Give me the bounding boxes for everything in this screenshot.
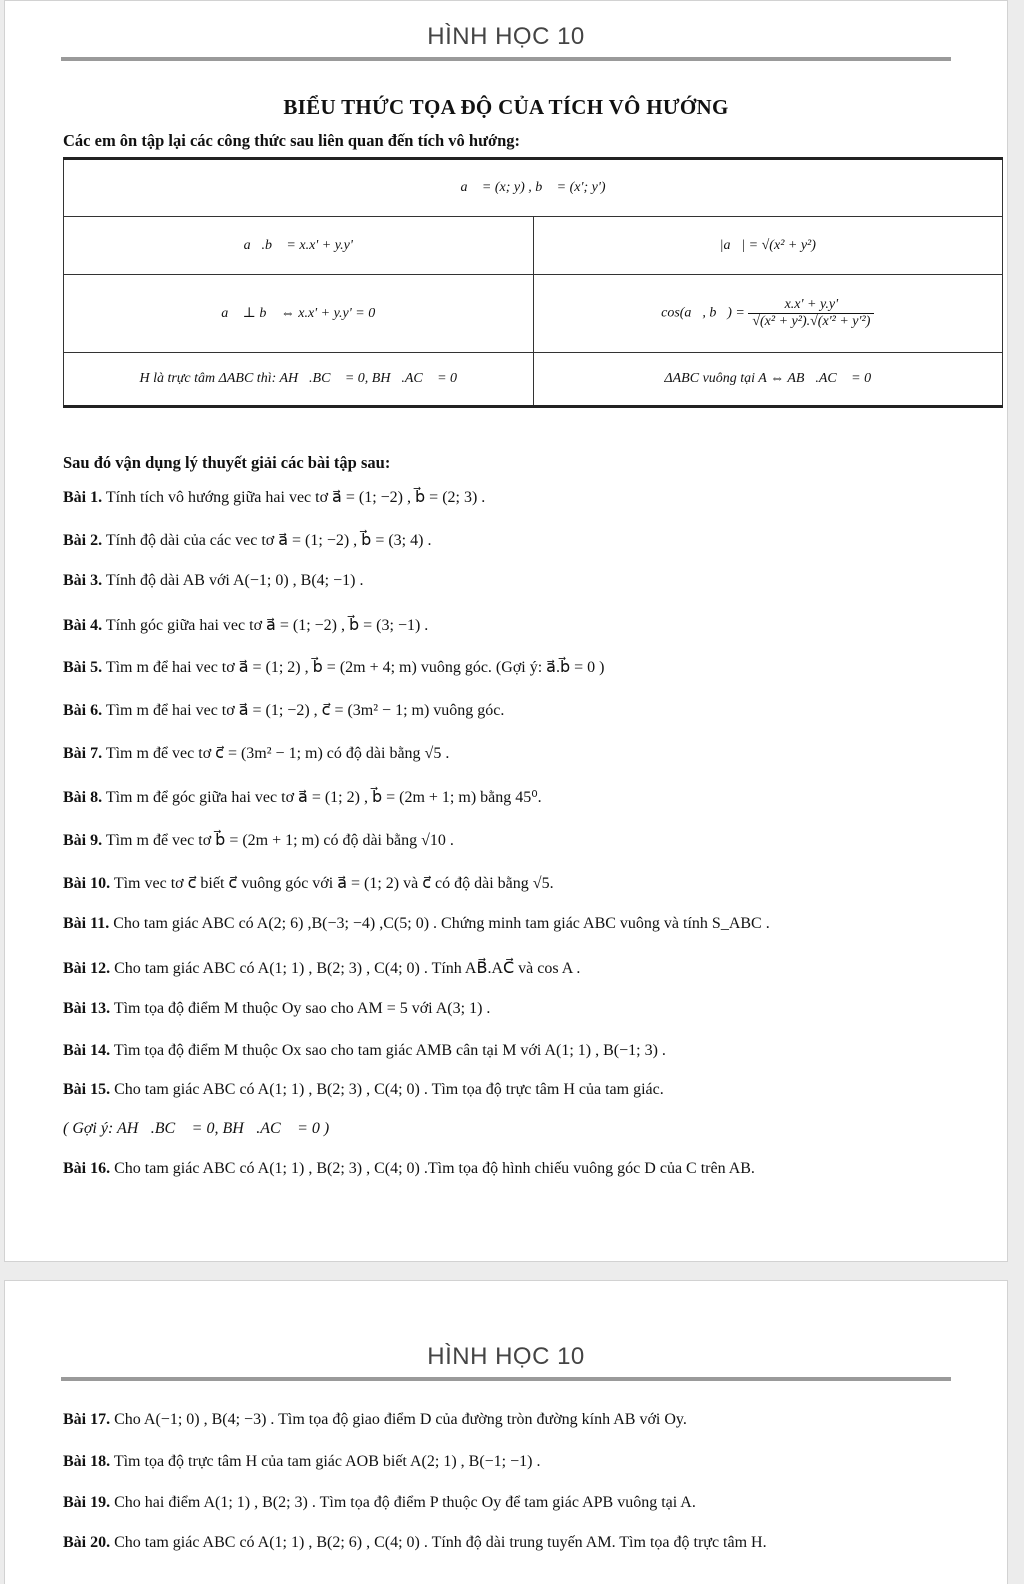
exercise-item [63,1494,696,1512]
cosine-prefix: cos(a⃗, b⃗) = [661,305,745,321]
exercise-item [63,1453,540,1471]
exercise-label: Bài 16. [63,1160,111,1177]
exercise-item [63,700,504,720]
formula-magnitude: |a⃗| = √(x² + y²) [533,217,1003,275]
exercise-text: Cho tam giác ABC có A(1; 1) , B(2; 3) , C(4; 0) .Tìm tọa độ hình chiếu vuông góc D của C trên AB. [110,1160,755,1177]
cosine-denominator: √(x² + y²).√(x'² + y'²) [752,314,871,329]
exercise-text: Cho A(−1; 0) , B(4; −3) . Tìm tọa độ giao điểm D của đường tròn đường kính AB với Oy. [110,1411,687,1428]
header-rule [61,57,951,61]
formula-vectors: a⃗ = (x; y) , b⃗ = (x'; y') [64,159,1003,217]
cosine-fraction [748,297,874,330]
exercise-item [63,1081,664,1099]
exercise-text: Cho tam giác ABC có A(1; 1) , B(2; 6) , C(4; 0) . Tính độ dài trung tuyến AM. Tìm tọa độ trực tâm H. [110,1534,767,1551]
exercise-item [63,615,428,635]
exercise-label: Bài 5. [63,659,103,676]
exercise-label: Bài 17. [63,1411,111,1428]
exercise-item [63,487,485,507]
exercise-item [63,1534,767,1552]
exercise-label: Bài 15. [63,1081,111,1098]
exercise-text: Tìm m để hai vec tơ a⃗ = (1; 2) , b⃗ = (2m + 4; m) vuông góc. (Gợi ý: a⃗.b⃗ = 0 ) [102,659,605,676]
exercise-text: Tính góc giữa hai vec tơ a⃗ = (1; −2) , b⃗ = (3; −1) . [102,617,429,634]
exercise-text: Cho tam giác ABC có A(2; 6) ,B(−3; −4) ,C(5; 0) . Chứng minh tam giác ABC vuông và tính S_ABC . [109,915,770,932]
exercise-label: Bài 14. [63,1042,111,1059]
exercise-item [63,1411,687,1429]
exercise-label: Bài 3. [63,572,103,589]
exercise-label: Bài 9. [63,832,103,849]
exercise-label: Bài 19. [63,1494,111,1511]
exercise-label: Bài 18. [63,1453,111,1470]
exercise-item [63,1000,490,1018]
formula-right-angle: ΔABC vuông tại A ⇔ AB⃗.AC⃗ = 0 [533,353,1003,407]
exercise-item [63,958,580,978]
exercise-text: Tìm m để vec tơ b⃗ = (2m + 1; m) có độ dài bằng √10 . [102,832,454,849]
exercise-15-hint: ( Gợi ý: AH⃗.BC⃗ = 0, BH⃗.AC⃗ = 0 ) [63,1120,330,1137]
exercise-label: Bài 20. [63,1534,111,1551]
formula-dot-product: a⃗.b⃗ = x.x' + y.y' [64,217,534,275]
exercise-text: Tìm tọa độ điểm M thuộc Oy sao cho AM = 5 với A(3; 1) . [110,1000,491,1017]
exercise-text: Tính tích vô hướng giữa hai vec tơ a⃗ = (1; −2) , b⃗ = (2; 3) . [102,489,486,506]
exercise-label: Bài 4. [63,617,103,634]
page-header: HÌNH HỌC 10 [427,23,585,50]
exercise-item [63,830,454,850]
exercise-label: Bài 11. [63,915,110,932]
exercise-text: Tìm m để hai vec tơ a⃗ = (1; −2) , c⃗ = (3m² − 1; m) vuông góc. [102,702,505,719]
exercise-text: Tìm m để góc giữa hai vec tơ a⃗ = (1; 2) , b⃗ = (2m + 1; m) bằng 45⁰. [102,789,542,806]
exercise-label: Bài 2. [63,532,103,549]
exercise-item [63,873,554,893]
cosine-numerator: x.x' + y.y' [748,297,874,314]
exercise-item [63,657,604,677]
exercise-label: Bài 1. [63,489,103,506]
intro-text: Các em ôn tập lại các công thức sau liên quan đến tích vô hướng: [63,131,521,150]
exercise-text: Cho tam giác ABC có A(1; 1) , B(2; 3) , C(4; 0) . Tìm tọa độ trực tâm H của tam giác. [110,1081,664,1098]
header-rule [61,1377,951,1381]
exercise-text: Cho hai điểm A(1; 1) , B(2; 3) . Tìm tọa độ điểm P thuộc Oy để tam giác APB vuông tại A. [110,1494,696,1511]
exercise-label: Bài 12. [63,960,111,977]
worksheet-page-2 [4,1280,1008,1584]
exercise-text: Tìm vec tơ c⃗ biết c⃗ vuông góc với a⃗ = (1; 2) và c⃗ có độ dài bằng √5. [110,875,554,892]
worksheet-title: BIỂU THỨC TỌA ĐỘ CỦA TÍCH VÔ HƯỚNG [283,95,729,119]
formula-perpendicular: a⃗ ⊥ b⃗ ⇔ x.x' + y.y' = 0 [64,275,534,353]
worksheet-page-1 [4,0,1008,1262]
exercise-item [63,1160,755,1178]
exercise-label: Bài 13. [63,1000,111,1017]
exercise-item [63,743,449,763]
exercise-item [63,787,542,807]
exercise-label: Bài 6. [63,702,103,719]
exercise-label: Bài 10. [63,875,111,892]
exercise-text: Tìm tọa độ điểm M thuộc Ox sao cho tam giác AMB cân tại M với A(1; 1) , B(−1; 3) . [110,1042,666,1059]
exercise-text: Tính độ dài AB với A(−1; 0) , B(4; −1) . [102,572,364,589]
exercise-item [63,915,770,933]
exercise-item [63,572,363,590]
exercise-text: Tìm tọa độ trực tâm H của tam giác AOB biết A(2; 1) , B(−1; −1) . [110,1453,541,1470]
formula-orthocenter: H là trực tâm ΔABC thì: AH⃗.BC⃗ = 0, BH⃗.AC⃗ = 0 [64,353,534,407]
page-header: HÌNH HỌC 10 [427,1343,585,1370]
exercise-text: Tìm m để vec tơ c⃗ = (3m² − 1; m) có độ dài bằng √5 . [102,745,450,762]
formula-table [63,157,1003,408]
formula-cosine [533,275,1003,353]
exercise-item [63,530,431,550]
exercise-text: Tính độ dài của các vec tơ a⃗ = (1; −2) , b⃗ = (3; 4) . [102,532,432,549]
apply-heading: Sau đó vận dụng lý thuyết giải các bài tập sau: [63,453,391,472]
exercise-text: Cho tam giác ABC có A(1; 1) , B(2; 3) , C(4; 0) . Tính AB⃗.AC⃗ và cos A . [110,960,581,977]
exercise-label: Bài 7. [63,745,103,762]
exercise-item [63,1042,666,1060]
exercise-label: Bài 8. [63,789,103,806]
